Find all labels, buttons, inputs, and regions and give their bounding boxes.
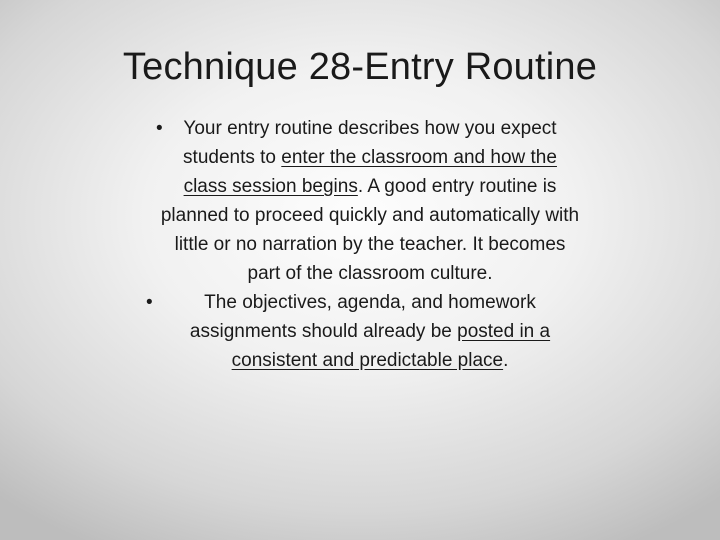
underlined-text: posted in a consistent and predictable place	[231, 321, 551, 371]
bullet-text: Your entry routine describes how you expect students to	[183, 118, 557, 168]
slide-body	[146, 114, 580, 375]
underlined-text: enter the classroom and how the class session begins	[183, 147, 557, 197]
slide-title: Technique 28-Entry Routine	[122, 46, 598, 88]
bullet-dot: •	[156, 118, 163, 139]
bullet-text: .	[503, 350, 509, 371]
bullet-text: The objectives, agenda, and homework assignments should already be	[189, 292, 536, 342]
bullet-item	[146, 288, 580, 375]
bullet-dot: •	[146, 292, 153, 313]
bullet-item	[156, 114, 580, 288]
bullet-text: . A good entry routine is planned to proceed quickly and automatically with little or no narration by the teacher. It becomes part of the classroom culture.	[160, 176, 580, 284]
